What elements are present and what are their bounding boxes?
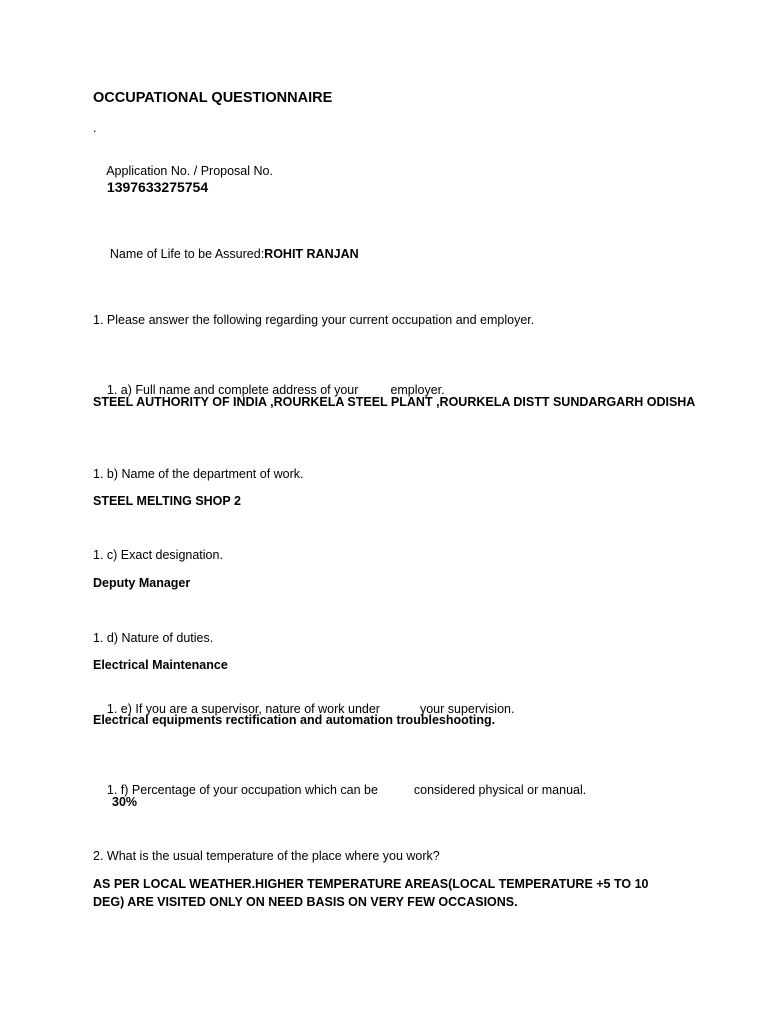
question-1d: 1. d) Nature of duties. bbox=[93, 631, 214, 645]
question-1e-part1: 1. e) If you are a supervisor, nature of work under bbox=[106, 702, 380, 716]
answer-1d: Electrical Maintenance bbox=[93, 658, 228, 672]
question-1a-part1: 1. a) Full name and complete address of your bbox=[106, 383, 359, 397]
answer-1b: STEEL MELTING SHOP 2 bbox=[93, 494, 241, 508]
assured-name-row bbox=[96, 230, 359, 278]
page-title: OCCUPATIONAL QUESTIONNAIRE bbox=[93, 90, 333, 106]
answer-1c: Deputy Manager bbox=[93, 576, 191, 590]
application-number-row bbox=[93, 147, 273, 212]
question-1f-part1: 1. f) Percentage of your occupation which can be bbox=[106, 783, 378, 797]
answer-2: AS PER LOCAL WEATHER.HIGHER TEMPERATURE AREAS(LOCAL TEMPERATURE +5 TO 10 DEG) ARE VISITED ONLY ON NEED BASIS ON VERY FEW OCCASIONS. bbox=[93, 877, 649, 909]
question-1c: 1. c) Exact designation. bbox=[93, 548, 223, 562]
answer-1e: Electrical equipments rectification and automation troubleshooting. bbox=[93, 713, 496, 727]
application-number: 1397633275754 bbox=[106, 179, 209, 195]
answer-1f: 30% bbox=[112, 795, 138, 809]
assured-label: Name of Life to be Assured: bbox=[109, 247, 265, 261]
question-1a-part2: employer. bbox=[390, 383, 445, 397]
answer-1a: STEEL AUTHORITY OF INDIA ,ROURKELA STEEL PLANT ,ROURKELA DISTT SUNDARGARH ODISHA bbox=[93, 395, 696, 409]
question-1e-part2: your supervision. bbox=[419, 702, 515, 716]
dot-mark: . bbox=[93, 121, 97, 135]
question-2: 2. What is the usual temperature of the place where you work? bbox=[93, 849, 440, 863]
question-1b: 1. b) Name of the department of work. bbox=[93, 467, 304, 481]
question-1-intro: 1. Please answer the following regarding your current occupation and employer. bbox=[93, 313, 535, 327]
assured-name: ROHIT RANJAN bbox=[264, 247, 359, 261]
application-label: Application No. / Proposal No. bbox=[106, 164, 273, 178]
question-1f bbox=[93, 766, 586, 814]
question-1f-part2: considered physical or manual. bbox=[413, 783, 587, 797]
